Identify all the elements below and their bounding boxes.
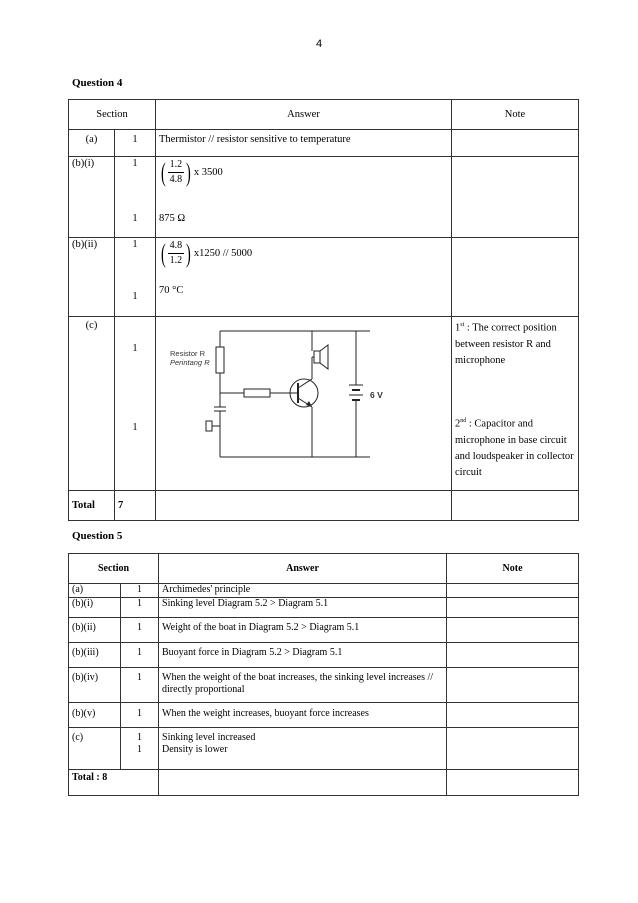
mark: 1: [132, 158, 138, 169]
mark: 1: [121, 584, 159, 598]
mark: 1: [137, 744, 142, 755]
circuit-diagram: [156, 317, 452, 489]
part-label: (a): [69, 130, 115, 157]
header-answer: Answer: [159, 554, 447, 584]
table-row: [69, 491, 579, 521]
numerator: 1.2: [168, 158, 185, 173]
answer-text: Archimedes' principle: [159, 584, 447, 598]
table-row: [69, 130, 579, 157]
mark: 1: [132, 422, 138, 433]
resistor-label: Resistor R: [170, 349, 206, 358]
total-label: Total : 8: [69, 770, 159, 796]
mark: 1: [132, 239, 138, 250]
answer-text: Density is lower: [162, 744, 228, 755]
denominator: 4.8: [169, 174, 183, 185]
header-answer: Answer: [156, 100, 452, 130]
mark: 1: [137, 732, 142, 743]
result: 70 °C: [159, 285, 184, 296]
answer-text: Thermistor // resistor sensitive to temperature: [156, 130, 452, 157]
answer-text: Buoyant force in Diagram 5.2 > Diagram 5.1: [159, 643, 447, 668]
table-row: [69, 317, 579, 491]
result: 875 Ω: [159, 213, 186, 224]
base-resistor: [244, 389, 270, 397]
header-section: Section: [69, 554, 159, 584]
table-row: [69, 770, 579, 796]
mark: 1: [132, 291, 138, 302]
resistor-r: [216, 347, 224, 373]
answer-text: When the weight of the boat increases, the sinking level increases // directly proportional: [159, 668, 447, 703]
question-4-table: [68, 99, 579, 521]
table-row: [69, 668, 579, 703]
table-row: [69, 157, 579, 238]
question-5-table: [68, 553, 579, 796]
answer-text: Weight of the boat in Diagram 5.2 > Diagram 5.1: [159, 618, 447, 643]
part-label: (b)(ii): [69, 618, 121, 643]
part-label: (b)(i): [69, 598, 121, 618]
answer-text: Sinking level Diagram 5.2 > Diagram 5.1: [159, 598, 447, 618]
part-label: (b)(i): [69, 157, 115, 238]
mark: 1: [115, 130, 156, 157]
page-number: 4: [315, 38, 323, 50]
loudspeaker: [314, 351, 320, 363]
mark: 1: [121, 668, 159, 703]
table-row: [69, 238, 579, 317]
mark: 1: [121, 618, 159, 643]
table-row: [69, 728, 579, 770]
mark: 1: [121, 598, 159, 618]
part-label: (b)(iv): [69, 668, 121, 703]
multiplier: x 3500: [193, 167, 223, 178]
mark: 1: [132, 343, 138, 354]
table-row: [69, 703, 579, 728]
multiplier: x1250 // 5000: [193, 248, 253, 259]
header-note: Note: [447, 554, 579, 584]
fraction-expression: ( $\frac{4.8}{1.2}$ ) x1250 // 5000: [160, 238, 253, 268]
table-row: [69, 598, 579, 618]
part-label: (a): [69, 584, 121, 598]
part-label: (c): [69, 317, 115, 491]
note-2: 2nd : Capacitor and microphone in base circuit and loudspeaker in collector circuit: [455, 418, 574, 478]
question-4-title: Question 4: [72, 77, 123, 89]
fraction-expression: ( $\frac{1.2}{4.8}$ ) x 3500: [160, 157, 223, 187]
header-note: Note: [452, 100, 579, 130]
header-section: Section: [69, 100, 156, 130]
answer-text: Sinking level increased: [162, 732, 256, 743]
mark: 1: [121, 703, 159, 728]
table-row: [69, 584, 579, 598]
microphone: [206, 421, 212, 431]
table-row: [69, 643, 579, 668]
note-1: 1st : The correct position between resistor R and microphone: [455, 322, 557, 366]
question-5-title: Question 5: [72, 530, 123, 542]
mark: 1: [121, 643, 159, 668]
part-label: (c): [69, 728, 121, 770]
part-label: (b)(v): [69, 703, 121, 728]
table-row: [69, 618, 579, 643]
denominator: 1.2: [169, 255, 183, 266]
part-label: (b)(iii): [69, 643, 121, 668]
battery-label: 6 V: [370, 390, 383, 400]
answer-text: When the weight increases, buoyant force increases: [159, 703, 447, 728]
part-label: (b)(ii): [69, 238, 115, 317]
mark: 1: [132, 213, 138, 224]
resistor-label-malay: Perintang R: [170, 358, 210, 367]
total-value: 7: [115, 491, 156, 521]
numerator: 4.8: [168, 239, 185, 254]
total-label: Total: [69, 491, 115, 521]
